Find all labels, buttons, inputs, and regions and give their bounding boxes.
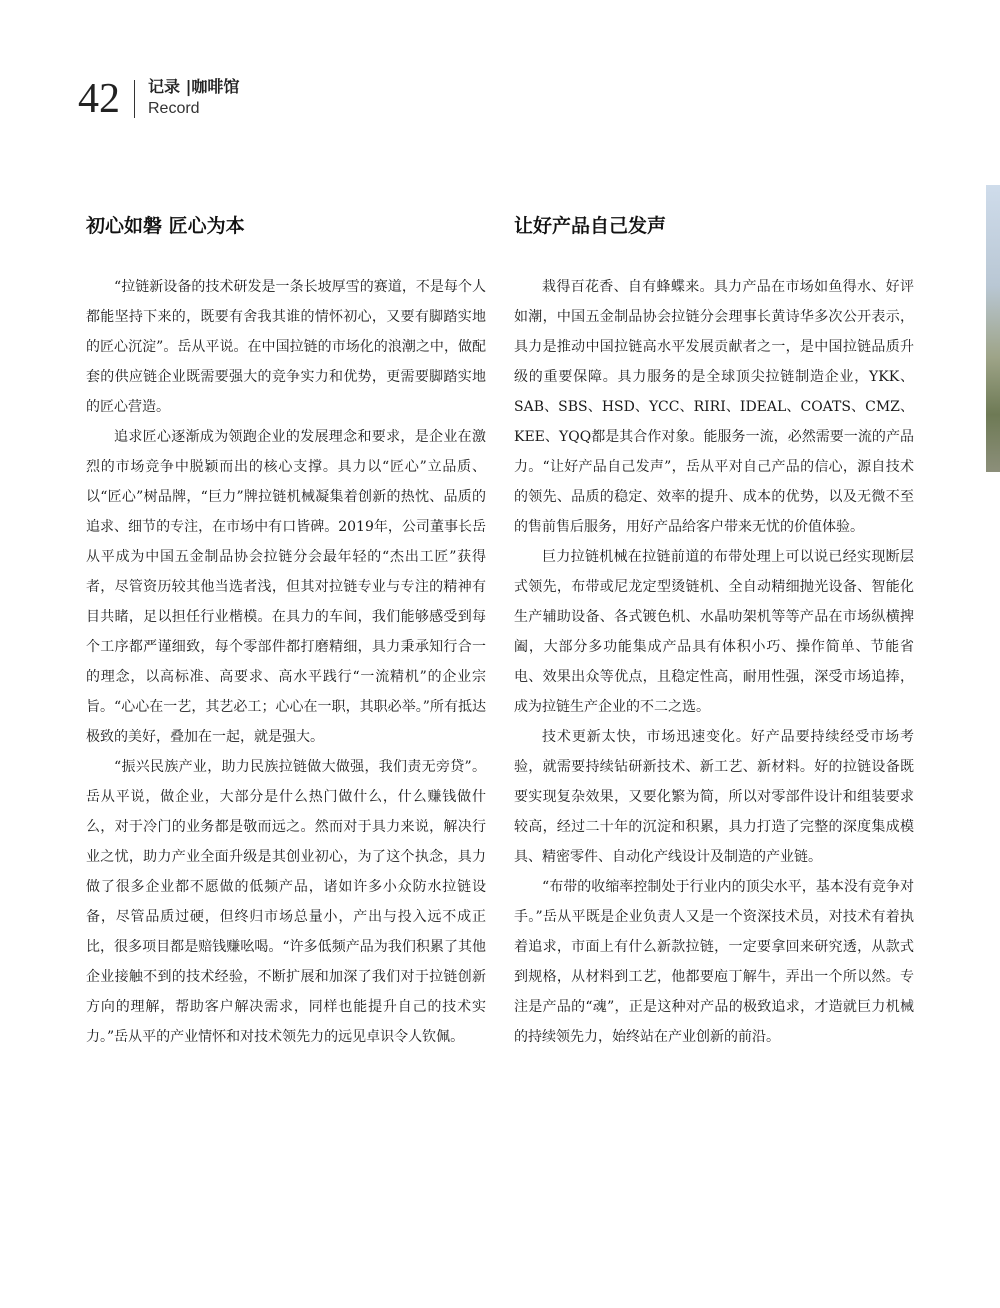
page-number: 42: [78, 76, 120, 122]
section-title-cn: 记录 |咖啡馆: [148, 77, 240, 96]
left-column: [86, 208, 486, 1052]
left-paragraph: 追求匠心逐渐成为领跑企业的发展理念和要求，是企业在激烈的市场竞争中脱颖而出的核心支撑。具力以“匠心”立品质、以“匠心”树品牌，“巨力”牌拉链机械凝集着创新的热忱、品质的追求、细节的专注，在市场中有口皆碑。2019年，公司董事长岳从平成为中国五金制品协会拉链分会最年轻的“杰出工匠”获得者，尽管资历较其他当选者浅，但其对拉链专业与专注的精神有目共睹，足以担任行业楷模。在具力的车间，我们能够感受到每个工序都严谨细致，每个零部件都打磨精细，具力秉承知行合一的理念，以高标准、高要求、高水平践行“一流精机”的企业宗旨。“心心在一艺，其艺必工；心心在一职，其职必举。”所有抵达极致的美好，叠加在一起，就是强大。: [86, 429, 486, 745]
right-paragraph: 技术更新太快，市场迅速变化。好产品要持续经受市场考验，就需要持续钻研新技术、新工艺、新材料。好的拉链设备既要实现复杂效果，又要化繁为简，所以对零部件设计和组装要求较高，经过二十年的沉淀和积累，具力打造了完整的深度集成模具、精密零件、自动化产线设计及制造的产业链。: [514, 729, 914, 865]
right-paragraph: 栽得百花香、自有蜂蝶来。具力产品在市场如鱼得水、好评如潮，中国五金制品协会拉链分会理事长黄诗华多次公开表示，具力是推动中国拉链高水平发展贡献者之一，是中国拉链品质升级的重要保障。具力服务的是全球顶尖拉链制造企业，YKK、SAB、SBS、HSD、YCC、RIRI、IDEAL、COATS、CMZ、KEE、YQQ都是其合作对象。能服务一流，必然需要一流的产品力。“让好产品自己发声”，岳从平对自己产品的信心，源自技术的领先、品质的稳定、效率的提升、成本的优势，以及无微不至的售前售后服务，用好产品给客户带来无忧的价值体验。: [514, 279, 914, 535]
right-paragraph: “布带的收缩率控制处于行业内的顶尖水平，基本没有竞争对手。”岳从平既是企业负责人又是一个资深技术员，对技术有着执着追求，市面上有什么新款拉链，一定要拿回来研究透，从款式到规格，从材料到工艺，他都要庖丁解牛，弄出一个所以然。专注是产品的“魂”，正是这种对产品的极致追求，才造就巨力机械的持续领先力，始终站在产业创新的前沿。: [514, 879, 914, 1045]
left-heading: 初心如磐 匠心为本: [86, 215, 245, 237]
right-paragraph: 巨力拉链机械在拉链前道的布带处理上可以说已经实现断层式领先，布带或尼龙定型烫链机、全自动精细抛光设备、智能化生产辅助设备、各式镀色机、水晶叻架机等等产品在市场纵横捭阖，大部分多功能集成产品具有体积小巧、操作简单、节能省电、效果出众等优点，且稳定性高，耐用性强，深受市场追捧，成为拉链生产企业的不二之选。: [514, 549, 914, 715]
cropped-photo-edge: [986, 185, 1000, 472]
left-paragraph: “振兴民族产业，助力民族拉链做大做强，我们责无旁贷”。岳从平说，做企业，大部分是什么热门做什么，什么赚钱做什么，对于冷门的业务都是敬而远之。然而对于具力来说，解决行业之忧，助力产业全面升级是其创业初心，为了这个执念，具力做了很多企业都不愿做的低频产品，诸如许多小众防水拉链设备，尽管品质过硬，但终归市场总量小，产出与投入远不成正比，很多项目都是赔钱赚吆喝。“许多低频产品为我们积累了其他企业接触不到的技术经验，不断扩展和加深了我们对于拉链创新方向的理解，帮助客户解决需求，同样也能提升自己的技术实力。”岳从平的产业情怀和对技术领先力的远见卓识令人钦佩。: [86, 759, 486, 1045]
left-paragraph: “拉链新设备的技术研发是一条长坡厚雪的赛道，不是每个人都能坚持下来的，既要有舍我其谁的情怀初心，又要有脚踏实地的匠心沉淀”。岳从平说。在中国拉链的市场化的浪潮之中，做配套的供应链企业既需要强大的竞争实力和优势，更需要脚踏实地的匠心营造。: [86, 279, 486, 415]
header-divider: [134, 80, 135, 118]
right-column: [514, 208, 914, 1052]
right-heading: 让好产品自己发声: [514, 215, 667, 237]
section-title-en: Record: [148, 100, 200, 117]
